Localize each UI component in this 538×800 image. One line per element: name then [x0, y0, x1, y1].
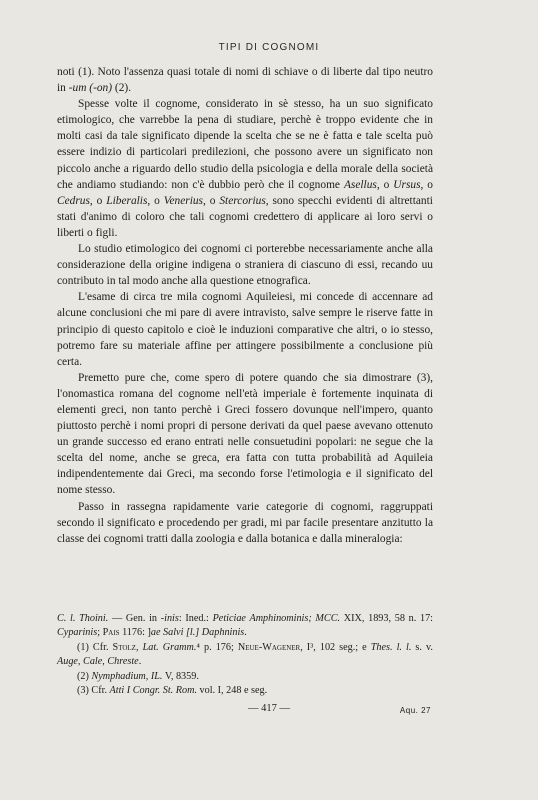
page-number: — 417 —: [248, 703, 290, 714]
italic-text: Asellus: [343, 178, 377, 191]
italic-text: C. l. Thoini.: [57, 613, 109, 624]
italic-text: Lat. Gramm.: [142, 641, 197, 653]
italic-text: -um (-on): [68, 82, 113, 95]
italic-text: Atti I Congr. St. Rom.: [109, 685, 197, 697]
paragraph: Spesse volte il cognome, considerato in sè stesso, ha un suo significato etimologico, che varrebbe la pena di studiare, perchè è troppo evidente che in molti casi da tale significato dipende la scelta che se ne è fatta e tale scelta può essere indizio di particolari predilezioni, che possono avere un significato non piccolo anche a riguardo dello studio della psicologia e della morale della società che andiamo studiando: non c'è dubbio però che il cognome Asellus, o Ursus, o Cedrus, o Liberalis, o Venerius, o Stercorius, sono specchi evidenti di altrettanti stati d'animo di coloro che tali cognomi credettero di applicare ai loro servi o liberti o figli.: [57, 98, 434, 239]
italic-text: Liberalis: [106, 194, 148, 207]
paragraph: L'esame di circa tre mila cognomi Aquileiesi, mi concede di accennare ad alcune conclusioni che mi pare di avere intravisto, salve sempre le riserve fatte in principio di questo capitolo e cioè le induzioni comparative che altri, o io stesso, potremo fare su materiale affine per attingere possibilmente a conclusione più certa.: [57, 291, 433, 368]
author-name: Neue-Wagener: [237, 641, 301, 653]
footnote: (1) Cfr. Stolz, Lat. Gramm.⁴ p. 176; Neue-Wagener, I³, 102 seg.; e Thes. l. l. s. v. Auge, Cale, Chreste.: [57, 641, 433, 668]
footnotes: [57, 612, 433, 698]
main-text: [57, 64, 433, 547]
running-head: TIPI DI COGNOMI: [218, 42, 320, 53]
italic-text: -inis: [160, 613, 179, 624]
paragraph: Passo in rassegna rapidamente varie categorie di cognomi, raggruppati secondo il significato e procedendo per gradi, mi par facile presentare anzitutto la classe dei cognomi tratti dalla zoologia e dalla botanica e dalla mineralogia:: [57, 500, 433, 545]
author-name: Stolz: [112, 641, 136, 653]
footnote-continuation: C. l. Thoini. — Gen. in -inis: Ined.: Peticiae Amphinominis; MCC. XIX, 1893, 58 n. 17: Cyparinis; Pais 1176: ]ae Salvi [l.] Daphninis.: [57, 613, 433, 639]
footnote: (3) Cfr. Atti I Congr. St. Rom. vol. I, 248 e seg.: [77, 685, 268, 697]
printer-signature: Aqu. 27: [399, 706, 431, 715]
italic-text: Thes. l. l.: [370, 641, 412, 653]
footnote: (2) Nymphadium, IL. V, 8359.: [77, 670, 199, 682]
italic-text: Stercorius: [219, 194, 266, 207]
italic-text: Nymphadium, IL.: [91, 670, 163, 682]
italic-text: ae Salvi [l.] Daphninis: [150, 627, 245, 639]
italic-text: Ursus: [393, 178, 421, 191]
author-name: Pais: [102, 627, 120, 639]
paragraph: noti (1). Noto l'assenza quasi totale di nomi di schiave o di liberte dal tipo neutro in -um (-on) (2).: [57, 66, 433, 95]
italic-text: Peticiae Amphinominis; MCC.: [212, 613, 341, 624]
italic-text: Venerius: [163, 194, 203, 207]
italic-text: Cedrus: [57, 194, 90, 207]
italic-text: Cyparinis: [57, 627, 98, 639]
paragraph: Lo studio etimologico dei cognomi ci porterebbe necessariamente anche alla considerazione della origine indigena o straniera di ciascuno di essi, recando uu contributo in tal modo anche alla questione etnografica.: [57, 243, 433, 288]
paragraph: Premetto pure che, come spero di potere quando che sia dimostrare (3), l'onomastica romana del cognome nell'età imperiale è fortemente inquinata di elementi greci, non tanto perchè i Greci fossero dovunque nell'impero, quanto piuttosto perchè i nomi propri di persone derivati da quel paese avevano ottenuto un grande successo ed erano entrati nelle consuetudini popolari: ne segue che la scelta del nome, anche se greca, era fatta con tutta probabilità ad Aquileia indipendentemente dai Greci, ma secondo forse l'etimologia e il significato del nome stesso.: [57, 371, 433, 497]
italic-text: Auge, Cale, Chreste: [57, 656, 139, 668]
